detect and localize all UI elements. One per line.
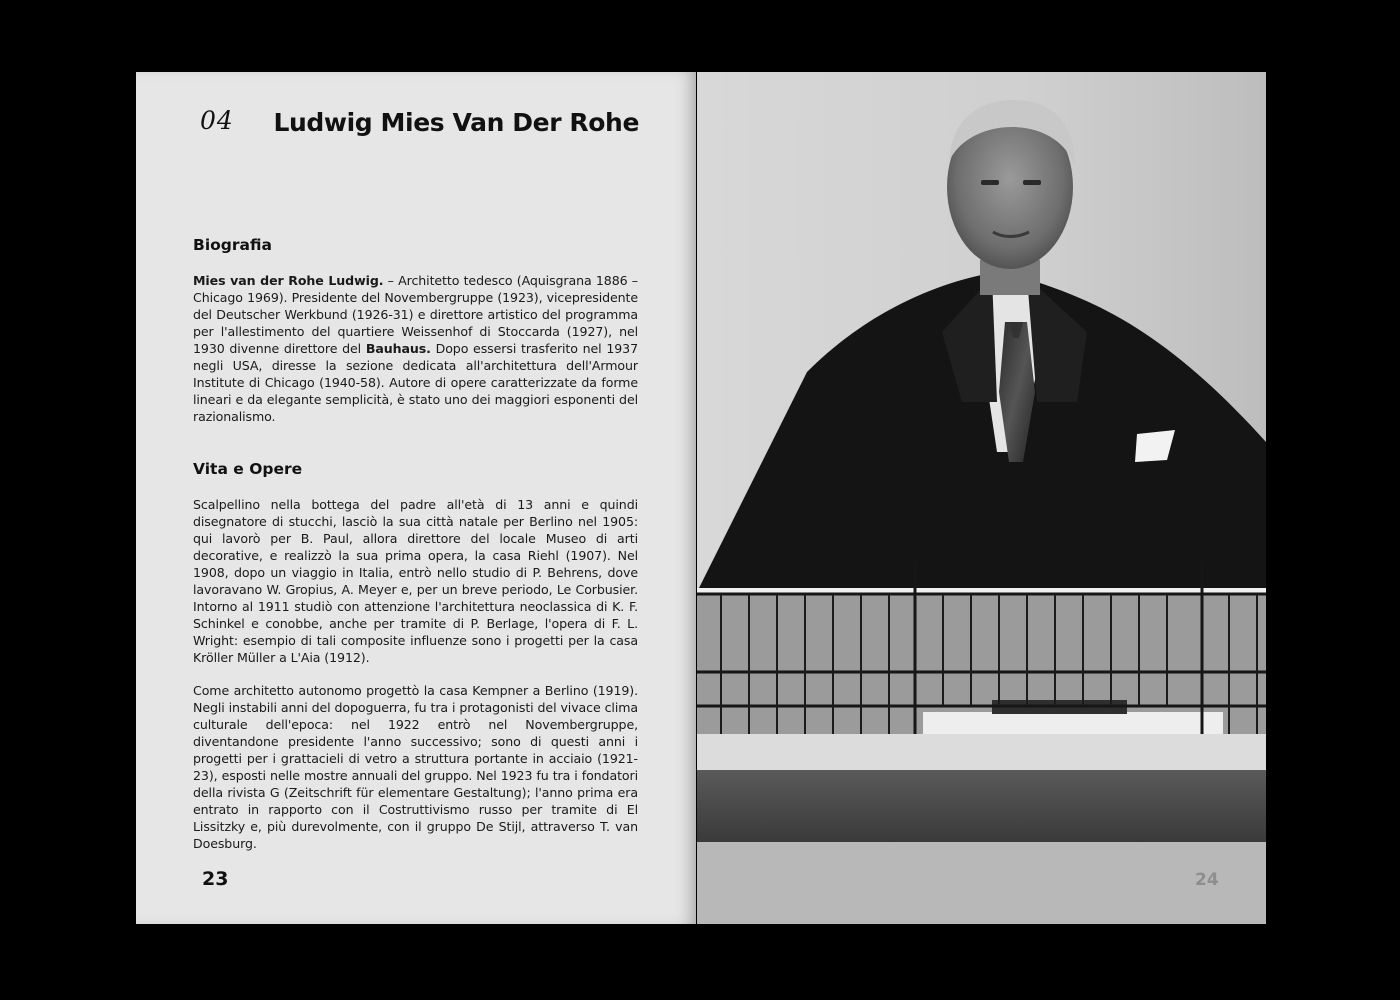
left-page bbox=[136, 72, 696, 924]
biografia-paragraph bbox=[193, 272, 638, 425]
biografia-lead-bold: Mies van der Rohe Ludwig. bbox=[193, 273, 384, 288]
right-page bbox=[697, 72, 1266, 924]
biografia-text-part1: – Architetto tedesco (Aquisgrana 1886 – Chicago 1969). Presidente del Novembergruppe (1923), vicepresidente del Deutscher Werkbund (1926-31) e direttore artistico del programma per l'allestimento del quartiere Weissenhof di Stoccarda (1927), nel 1930 divenne direttore del bbox=[193, 273, 638, 356]
page-number-left: 23 bbox=[202, 868, 229, 890]
portrait-photo bbox=[697, 72, 1266, 924]
architecture-model bbox=[697, 562, 1266, 924]
vita-paragraph-1: Scalpellino nella bottega del padre all'età di 13 anni e quindi disegnatore di stucchi, lasciò la sua città natale per Berlino nel 1905: qui lavorò per B. Paul, allora direttore del locale Museo di arti decorative, e realizzò la sua prima opera, la casa Riehl (1907). Nel 1908, dopo un viaggio in Italia, entrò nello studio di P. Behrens, dove lavoravano W. Gropius, A. Meyer e, per un breve periodo, Le Corbusier. Intorno al 1911 studiò con attenzione l'architettura neoclassica di K. F. Schinkel e conobbe, anche per tramite di P. Berlage, l'opera di F. L. Wright: esempio di tali composite influenze sono i progetti per la casa Kröller Müller a L'Aia (1912). bbox=[193, 497, 638, 665]
chapter-title: Ludwig Mies Van Der Rohe bbox=[273, 108, 639, 137]
section-heading-biografia: Biografia bbox=[193, 236, 272, 254]
biografia-bauhaus-bold: Bauhaus. bbox=[365, 341, 431, 356]
vita-paragraph-2: Come architetto autonomo progettò la casa Kempner a Berlino (1919). Negli instabili anni del dopoguerra, fu tra i protagonisti del vivace clima culturale dell'epoca: nel 1922 entrò nel Novembergruppe, diventandone presidente l'anno successivo; sono di questi anni i progetti per i grattacieli di vetro a struttura portante in acciaio (1921-23), esposti nelle mostre annuali del gruppo. Nel 1923 fu tra i fondatori della rivista G (Zeitschrift für elementare Gestaltung); l'anno prima era entrato in rapporto con il Costruttivismo russo per tramite di El Lissitzky e, più durevolmente, con il gruppo De Stijl, attraverso T. van Doesburg. bbox=[193, 683, 638, 851]
biografia-text-part2: Dopo essersi trasferito nel 1937 negli USA, diresse la sezione dedicata all'architettura dell'Armour Institute di Chicago (1940-58). Autore di opere caratterizzate da forme lineari e da elegante semplicità, è stato uno dei maggiori esponenti del razionalismo. bbox=[193, 341, 638, 424]
page-number-right: 24 bbox=[1195, 870, 1219, 890]
section-heading-vita-e-opere: Vita e Opere bbox=[193, 460, 303, 478]
chapter-number: 04 bbox=[200, 106, 234, 135]
